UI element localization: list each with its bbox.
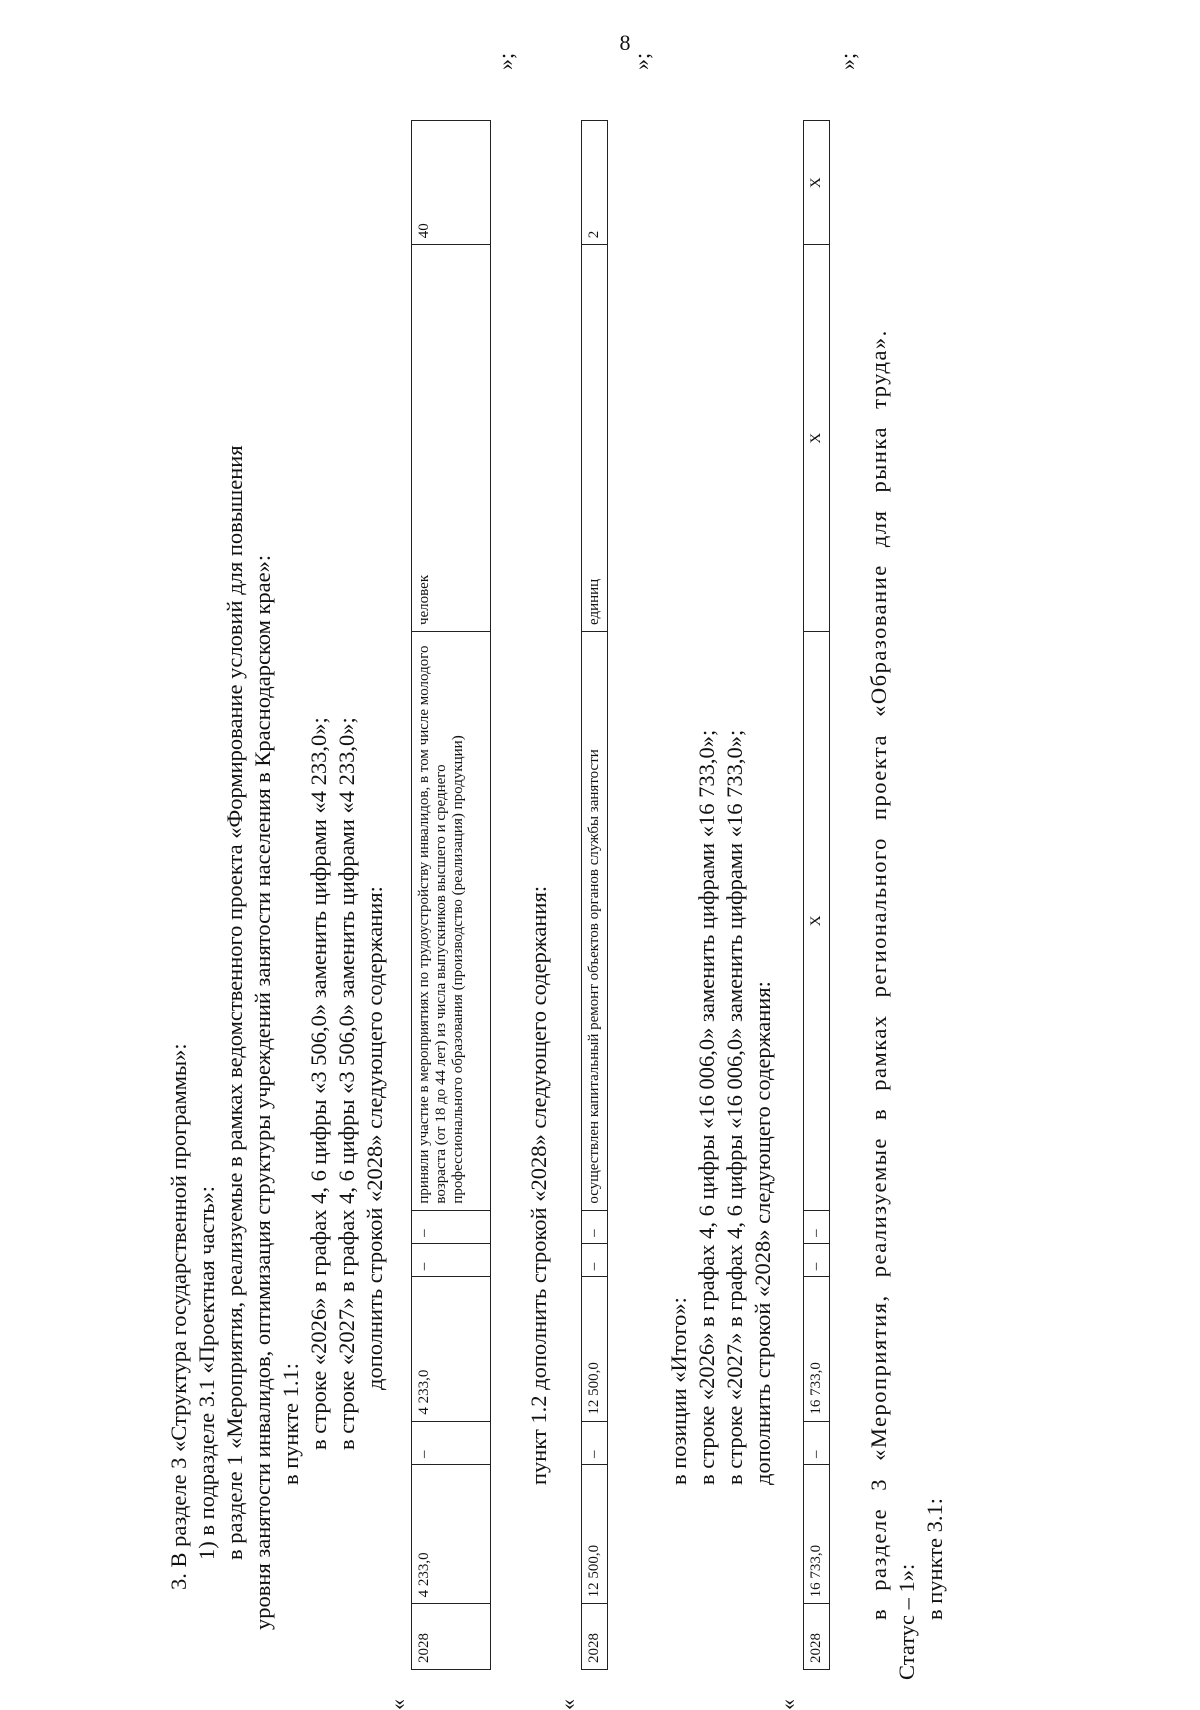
cell-description: Х xyxy=(804,632,830,1211)
text-line: в строке «2026» в графах 4, 6 цифры «16 006,0» заменить цифрами «16 733,0»; xyxy=(694,729,719,1485)
cell-dash: – xyxy=(804,1210,830,1243)
cell-target: 2 xyxy=(582,121,608,245)
table-1 xyxy=(411,120,491,1670)
text-line: в строке «2027» в графах 4, 6 цифры «3 506,0» заменить цифрами «4 233,0»; xyxy=(334,717,359,1450)
cell-target: Х xyxy=(804,121,830,245)
text-line: уровня занятости инвалидов, оптимизация структуры учреждений занятости населения в Краснодарском крае»: xyxy=(250,554,275,1630)
text-line: дополнить строкой «2028» следующего содержания: xyxy=(750,981,775,1485)
text-line: в строке «2027» в графах 4, 6 цифры «16 006,0» заменить цифрами «16 733,0»; xyxy=(722,729,747,1485)
cell-dash: – xyxy=(412,1210,491,1243)
cell-dash: – xyxy=(582,1421,608,1464)
close-quote: »; xyxy=(629,52,654,70)
close-quote: »; xyxy=(835,52,860,70)
cell-dash: – xyxy=(804,1243,830,1276)
cell-unit: Х xyxy=(804,245,830,632)
page-number: 8 xyxy=(619,30,631,55)
cell-dash: – xyxy=(412,1243,491,1276)
text-line: 1) в подразделе 3.1 «Проектная часть»: xyxy=(194,1185,219,1560)
cell-year: 2028 xyxy=(582,1604,608,1670)
text-line: в пункте 1.1: xyxy=(278,1362,303,1485)
text-line: Статус – 1»: xyxy=(894,1563,919,1680)
open-quote: « xyxy=(385,1699,410,1710)
cell-dash: – xyxy=(804,1421,830,1464)
close-quote: »; xyxy=(493,52,518,70)
cell-value: 12 500,0 xyxy=(582,1277,608,1421)
cell-target: 40 xyxy=(412,121,491,245)
table-row xyxy=(582,121,608,1670)
table-2 xyxy=(581,120,608,1670)
cell-value: 4 233,0 xyxy=(412,1277,491,1421)
cell-dash: – xyxy=(412,1421,491,1464)
cell-unit: единиц xyxy=(582,245,608,632)
text-line: в строке «2026» в графах 4, 6 цифры «3 506,0» заменить цифрами «4 233,0»; xyxy=(306,717,331,1450)
cell-value: 12 500,0 xyxy=(582,1465,608,1604)
cell-value: 16 733,0 xyxy=(804,1277,830,1421)
open-quote: « xyxy=(775,1699,800,1710)
cell-dash: – xyxy=(582,1210,608,1243)
open-quote: « xyxy=(555,1699,580,1710)
cell-description: осуществлен капитальный ремонт объектов органов службы занятости xyxy=(582,632,608,1211)
table-row xyxy=(412,121,491,1670)
cell-value: 4 233,0 xyxy=(412,1465,491,1604)
text-line: в позиции «Итого»: xyxy=(666,1297,691,1485)
text-line: пункт 1.2 дополнить строкой «2028» следующего содержания: xyxy=(526,885,551,1485)
text-line: в разделе 3 «Мероприятия, реализуемые в рамках регионального проекта «Образование для рынка труда». xyxy=(866,329,891,1620)
text-line: в пункте 3.1: xyxy=(922,1497,947,1620)
table-3 xyxy=(803,120,830,1670)
rotated-content xyxy=(135,52,1035,1710)
cell-dash: – xyxy=(582,1243,608,1276)
cell-description: приняли участие в мероприятиях по трудоустройству инвалидов, в том числе молодого возраста (от 18 до 44 лет) из числа выпускников высшего и среднего профессионального образования (производство (реализация) продукции) xyxy=(412,632,491,1211)
text-line: 3. В разделе 3 «Структура государственной программы»: xyxy=(166,1043,191,1590)
cell-year: 2028 xyxy=(412,1604,491,1670)
cell-value: 16 733,0 xyxy=(804,1465,830,1604)
text-line: дополнить строкой «2028» следующего содержания: xyxy=(362,886,387,1390)
table-row xyxy=(804,121,830,1670)
cell-year: 2028 xyxy=(804,1604,830,1670)
text-line: в разделе 1 «Мероприятия, реализуемые в рамках ведомственного проекта «Формирование условий для повышения xyxy=(222,445,247,1560)
cell-unit: человек xyxy=(412,245,491,632)
